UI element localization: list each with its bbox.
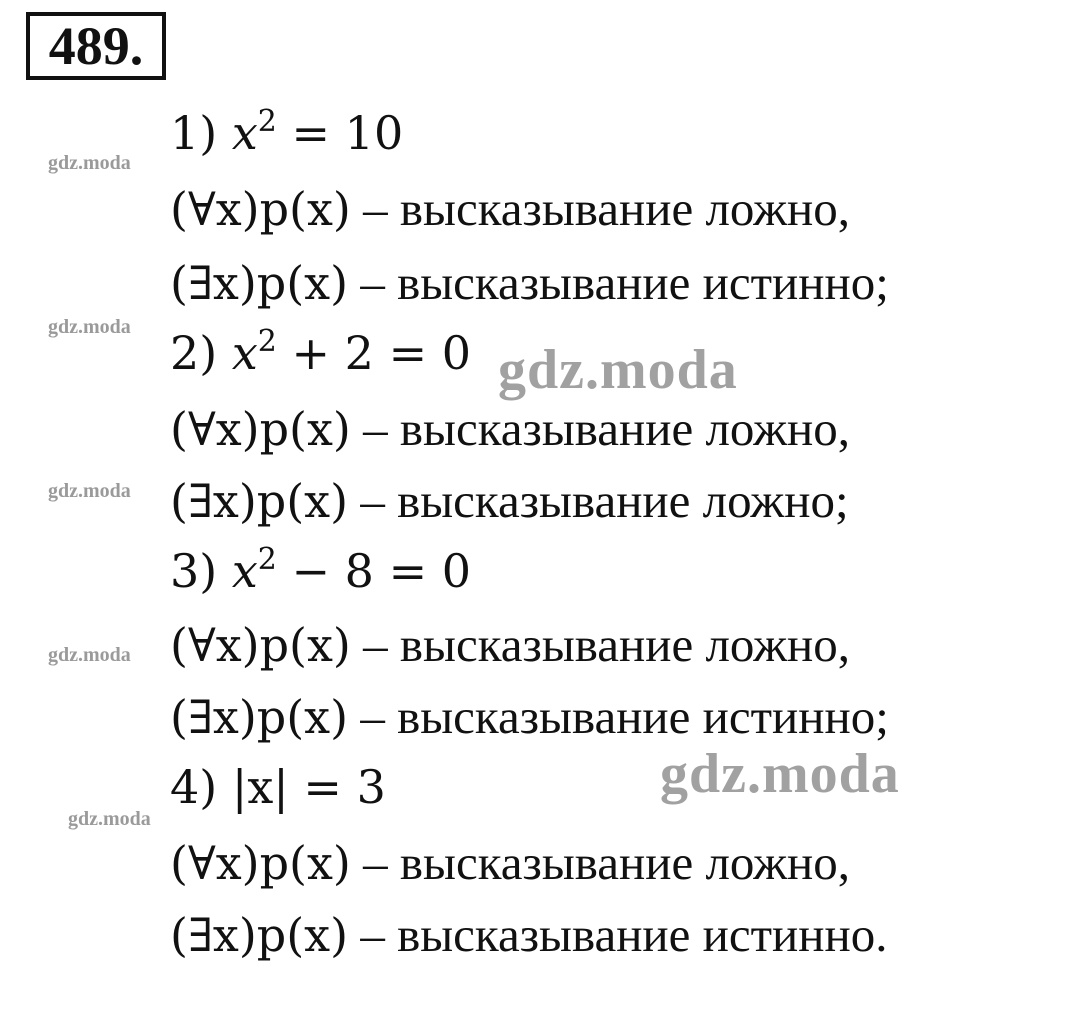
watermark-small: gdz.moda	[48, 316, 131, 338]
item-4-exists-statement: (∃x)p(x) – высказывание истинно.	[170, 907, 888, 962]
item-2-forall-statement: (∀x)p(x) – высказывание ложно,	[170, 401, 851, 456]
item-4-forall-statement: (∀x)p(x) – высказывание ложно,	[170, 835, 851, 890]
item-3-forall-statement: (∀x)p(x) – высказывание ложно,	[170, 617, 851, 672]
watermark-large: gdz.moda	[498, 339, 738, 401]
item-3-equation: 3) $x^2 - 8 = 0$	[170, 542, 471, 598]
item-3-exists-statement: (∃x)p(x) – высказывание истинно;	[170, 689, 889, 744]
item-1-exists-statement: (∃x)p(x) – высказывание истинно;	[170, 255, 889, 310]
item-1-forall-statement: (∀x)p(x) – высказывание ложно,	[170, 181, 851, 236]
problem-number: 489.	[26, 12, 166, 80]
watermark-small: gdz.moda	[48, 644, 131, 666]
item-1-equation: 1) $x^2 = 10$	[170, 104, 404, 160]
item-4-equation: 4) |x| = 3	[170, 760, 386, 814]
item-2-equation: 2) $x^2 + 2 = 0$	[170, 324, 471, 380]
watermark-large: gdz.moda	[660, 743, 900, 805]
watermark-small: gdz.moda	[48, 152, 131, 174]
watermark-small: gdz.moda	[48, 480, 131, 502]
watermark-small: gdz.moda	[68, 808, 151, 830]
item-2-exists-statement: (∃x)p(x) – высказывание ложно;	[170, 473, 849, 528]
